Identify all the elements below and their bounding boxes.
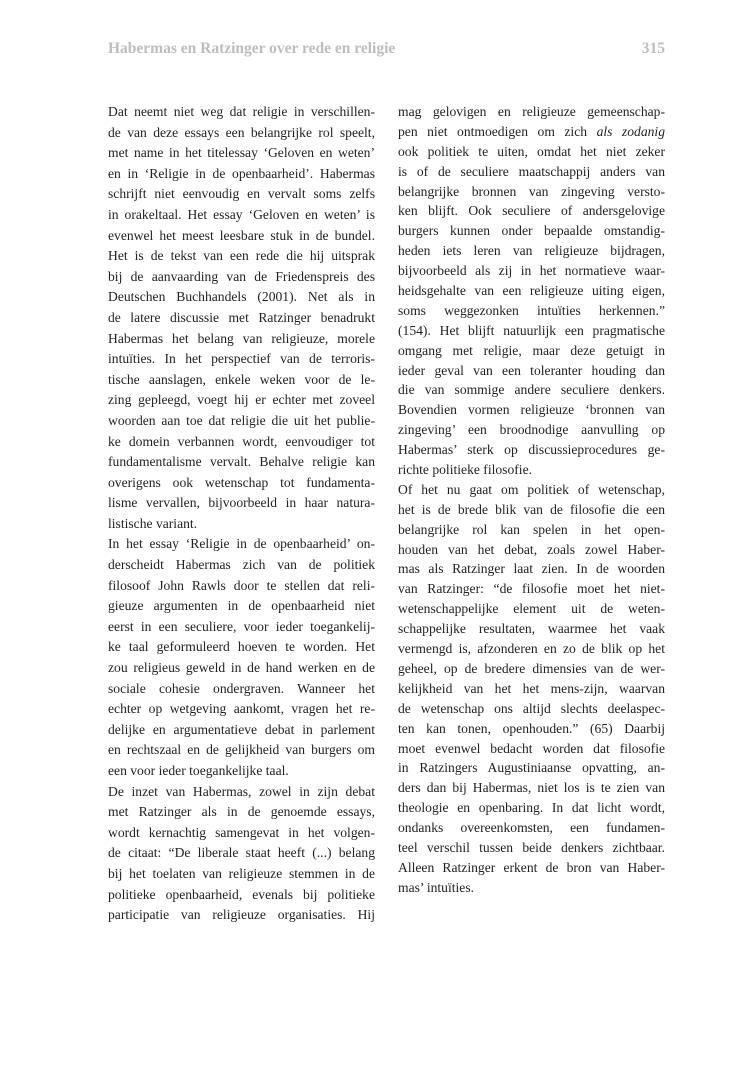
text-line-content: Habermas’ sterk op discussieprocedures ge- bbox=[398, 442, 665, 458]
text-line-content: de citaat: “De liberale staat heeft (...) belang bbox=[108, 845, 375, 861]
text-line-content: bijvoorbeeld als zij in het normatieve waar- bbox=[398, 263, 665, 279]
text-line bbox=[398, 162, 665, 182]
text-line bbox=[108, 576, 375, 597]
text-line-content: Het is de tekst van een rede die hij uitsprak bbox=[108, 248, 375, 264]
text-line bbox=[398, 878, 665, 898]
text-line bbox=[108, 637, 375, 658]
text-line-content: derscheidt Habermas zich van de politiek bbox=[108, 557, 375, 573]
text-line bbox=[398, 102, 665, 122]
text-line bbox=[108, 679, 375, 700]
text-line bbox=[108, 802, 375, 823]
text-line bbox=[108, 452, 375, 473]
text-line-content: moet evenwel bedacht worden dat filosofie bbox=[398, 740, 665, 756]
text-line bbox=[108, 782, 375, 803]
text-line bbox=[398, 500, 665, 520]
text-line bbox=[108, 617, 375, 638]
text-line bbox=[108, 720, 375, 741]
text-line bbox=[108, 370, 375, 391]
text-line bbox=[108, 534, 375, 555]
text-line bbox=[108, 699, 375, 720]
text-line-content: In het essay ‘Religie in de openbaarheid’ on- bbox=[108, 536, 375, 552]
text-line-content: filosoof John Rawls door te stellen dat reli- bbox=[108, 577, 375, 593]
text-line-content: sociale cohesie ondergraven. Wanneer het bbox=[108, 680, 375, 696]
text-line-content: wetenschappelijke element uit de weten- bbox=[398, 601, 665, 617]
text-line-content: Habermas het belang van religieuze, morele bbox=[108, 330, 375, 346]
text-line bbox=[108, 473, 375, 494]
text-line-content: ke taal geformuleerd hoeven te worden. Het bbox=[108, 639, 375, 655]
text-line bbox=[398, 361, 665, 381]
text-line bbox=[398, 142, 665, 162]
text-line bbox=[398, 221, 665, 241]
text-line bbox=[398, 480, 665, 500]
text-line bbox=[398, 699, 665, 719]
text-line-content: De inzet van Habermas, zowel in zijn debat bbox=[108, 783, 375, 799]
text-line-content: echter op wetgeving aankomt, vragen het re- bbox=[108, 701, 375, 717]
text-line-content: ders dan bij Habermas, niet los is te zien van bbox=[398, 780, 665, 796]
text-line bbox=[108, 184, 375, 205]
text-line bbox=[398, 739, 665, 759]
text-line-content: ken blijft. Ook seculiere of andersgelovige bbox=[398, 203, 665, 219]
text-line-content: schrijft niet eenvoudig en vervalt soms zelfs bbox=[108, 186, 375, 202]
text-line-content: met name in het titelessay ‘Geloven en weten’ bbox=[108, 145, 375, 161]
text-line bbox=[398, 241, 665, 261]
text-line bbox=[108, 287, 375, 308]
text-line-content: intuïties. In het perspectief van de terroris- bbox=[108, 351, 375, 367]
text-line bbox=[108, 349, 375, 370]
text-line bbox=[108, 390, 375, 411]
text-line bbox=[398, 579, 665, 599]
text-line-content: heden iets leren van religieuze bijdragen, bbox=[398, 243, 665, 259]
text-line bbox=[108, 596, 375, 617]
text-line bbox=[108, 514, 375, 535]
text-line-content: ook politiek te uiten, omdat het niet zeker bbox=[398, 143, 665, 159]
text-line-content: zing gepleegd, voegt hij er echter met zoveel bbox=[108, 392, 375, 408]
text-line-content: belangrijke bronnen van zingeving versto- bbox=[398, 183, 665, 199]
text-line bbox=[398, 619, 665, 639]
text-line-content: belangrijke rol kan spelen in het open- bbox=[398, 521, 665, 537]
text-line-content: participatie van religieuze organisaties. Hij bbox=[108, 907, 375, 923]
text-line bbox=[398, 380, 665, 400]
text-line-content: Alleen Ratzinger erkent de bron van Haber- bbox=[398, 859, 665, 875]
right-text-column bbox=[398, 102, 665, 898]
text-line-content: gieuze argumenten in de openbaarheid niet bbox=[108, 598, 375, 614]
text-line-content: omgang met religie, maar deze getuigt in bbox=[398, 342, 665, 358]
text-line-content: mas’ intuïties. bbox=[398, 879, 475, 895]
left-text-column bbox=[108, 102, 375, 926]
text-line-content: theologie en openbaring. In dat licht wordt, bbox=[398, 800, 665, 816]
text-line-content: die van sommige andere seculiere denkers. bbox=[398, 382, 665, 398]
text-line bbox=[108, 740, 375, 761]
text-line bbox=[398, 599, 665, 619]
text-line-content: ieder geval van een toleranter houding dan bbox=[398, 362, 665, 378]
text-line-content: lisme vervallen, bijvoorbeeld in haar natura- bbox=[108, 495, 375, 511]
text-line bbox=[398, 719, 665, 739]
text-line bbox=[398, 798, 665, 818]
text-line bbox=[398, 301, 665, 321]
text-line bbox=[108, 143, 375, 164]
text-line-content: politieke openbaarheid, evenals bij politieke bbox=[108, 886, 375, 902]
text-line-content: eerst in een seculiere, voor ieder toegankelij- bbox=[108, 618, 375, 634]
text-line-content: is of de seculiere maatschappij anders van bbox=[398, 163, 665, 179]
text-line-content: geheel, op de bredere dimensies van de wer- bbox=[398, 660, 665, 676]
text-line bbox=[398, 778, 665, 798]
text-line-content: het is de brede blik van de filosofie die een bbox=[398, 501, 665, 517]
text-line-content: Dat neemt niet weg dat religie in verschillen- bbox=[108, 104, 375, 119]
text-line bbox=[108, 267, 375, 288]
text-line-content: (154). Het blijft natuurlijk een pragmatische bbox=[398, 322, 665, 338]
text-line-content: tische aanslagen, enkele weken voor de le- bbox=[108, 371, 375, 387]
text-line-content: mas als Ratzinger laat zien. In de woorden bbox=[398, 561, 665, 577]
text-line bbox=[108, 102, 375, 123]
page-number: 315 bbox=[641, 40, 665, 57]
text-line-content: Deutschen Buchhandels (2001). Net als in bbox=[108, 289, 375, 305]
text-line-content: delijke en argumentatieve debat in parlement bbox=[108, 721, 375, 737]
running-header bbox=[108, 40, 665, 62]
text-line bbox=[108, 658, 375, 679]
text-line bbox=[398, 858, 665, 878]
text-line bbox=[398, 122, 665, 142]
text-line bbox=[398, 420, 665, 440]
text-line bbox=[108, 761, 375, 782]
text-line bbox=[398, 321, 665, 341]
text-line bbox=[108, 432, 375, 453]
text-line-content: Bovendien vormen religieuze ‘bronnen van bbox=[398, 402, 665, 418]
text-line-content: schappelijke resultaten, waarmee het vaak bbox=[398, 621, 665, 637]
text-line-content: ondanks overeenkomsten, een fundamen- bbox=[398, 820, 665, 836]
text-line bbox=[108, 205, 375, 226]
text-line-content: heidsgehalte van een religieuze uiting eigen, bbox=[398, 283, 665, 299]
text-line-content: kelijkheid van het het mens-zijn, waarvan bbox=[398, 680, 665, 696]
text-line-content: burgers kunnen onder bepaalde omstandig- bbox=[398, 223, 665, 239]
running-title: Habermas en Ratzinger over rede en religie bbox=[108, 40, 396, 57]
text-line bbox=[398, 679, 665, 699]
text-line bbox=[108, 885, 375, 906]
text-line bbox=[398, 818, 665, 838]
text-line-content: in Ratzingers Augustiniaanse opvatting, an- bbox=[398, 760, 665, 776]
text-line bbox=[108, 555, 375, 576]
text-line bbox=[108, 226, 375, 247]
text-line-content: fundamentalisme vervalt. Behalve religie kan bbox=[108, 454, 375, 470]
text-line-content: teel verschil tussen beide denkers zichtbaar. bbox=[398, 839, 665, 855]
text-line-content: in orakeltaal. Het essay ‘Geloven en weten’ is bbox=[108, 206, 375, 222]
text-line bbox=[398, 182, 665, 202]
text-line-content: overigens ook wetenschap tot fundamenta- bbox=[108, 474, 375, 490]
italic-emphasis: als zodanig bbox=[596, 123, 665, 139]
text-line bbox=[398, 460, 665, 480]
text-line-content: bij het toelaten van religieuze stemmen in de bbox=[108, 865, 375, 881]
text-line bbox=[108, 308, 375, 329]
text-line-content: zou religieus geweld in de hand werken en de bbox=[108, 660, 375, 676]
text-line bbox=[398, 559, 665, 579]
text-line-content: vermengd is, afzonderen en zo de blik op het bbox=[398, 641, 665, 657]
text-line bbox=[398, 659, 665, 679]
text-line bbox=[108, 329, 375, 350]
text-line-content: en rechtszaal en de gelijkheid van burgers om bbox=[108, 742, 375, 758]
text-line-content: evenwel het meest leesbare stuk in de bundel. bbox=[108, 227, 375, 243]
text-line bbox=[108, 123, 375, 144]
text-line bbox=[398, 400, 665, 420]
text-line-content: listische variant. bbox=[108, 515, 198, 531]
text-line-content: soms weggezonken intuïties herkennen.” bbox=[398, 302, 665, 318]
text-line-content: ke domein verbannen wordt, eenvoudiger tot bbox=[108, 433, 375, 449]
text-line bbox=[398, 341, 665, 361]
text-line-content: de wetenschap ons altijd slechts deelaspec- bbox=[398, 700, 665, 716]
text-line-content: richte politieke filosofie. bbox=[398, 462, 533, 478]
text-line bbox=[108, 905, 375, 926]
text-line-content: pen niet ontmoedigen om zich bbox=[398, 123, 597, 139]
text-line-content: de latere discussie met Ratzinger benadrukt bbox=[108, 309, 375, 325]
text-line bbox=[398, 281, 665, 301]
text-line bbox=[398, 540, 665, 560]
text-line-content: met Ratzinger als in de genoemde essays, bbox=[108, 804, 375, 820]
text-line bbox=[108, 411, 375, 432]
text-line-content: Of het nu gaat om politiek of wetenschap, bbox=[398, 481, 665, 497]
text-line bbox=[398, 261, 665, 281]
text-line-content: wordt kernachtig samengevat in het volgen- bbox=[108, 824, 375, 840]
text-line-content: zingeving’ een broodnodige aanvulling op bbox=[398, 422, 665, 438]
text-line bbox=[108, 246, 375, 267]
text-line bbox=[108, 493, 375, 514]
text-line-content: mag gelovigen en religieuze gemeenschap- bbox=[398, 104, 665, 119]
text-line-content: bij de aanvaarding van de Friedenspreis des bbox=[108, 268, 375, 284]
text-line-content: van Ratzinger: “de filosofie moet het niet- bbox=[398, 581, 665, 597]
text-line bbox=[398, 838, 665, 858]
text-line bbox=[398, 201, 665, 221]
text-line bbox=[108, 864, 375, 885]
text-line-content: ten kan tonen, openhouden.” (65) Daarbij bbox=[398, 720, 665, 736]
text-line bbox=[108, 843, 375, 864]
text-line bbox=[398, 520, 665, 540]
text-line bbox=[108, 164, 375, 185]
text-line-content: een voor ieder toegankelijke taal. bbox=[108, 763, 289, 778]
text-line-content: de van deze essays een belangrijke rol speelt, bbox=[108, 124, 375, 140]
text-line bbox=[398, 758, 665, 778]
text-line bbox=[108, 823, 375, 844]
text-line-content: woorden aan toe dat religie die uit het publie- bbox=[108, 412, 375, 428]
text-line-content: en in ‘Religie in de openbaarheid’. Habermas bbox=[108, 165, 375, 181]
text-line bbox=[398, 440, 665, 460]
text-line-content: houden van het debat, zoals zowel Haber- bbox=[398, 541, 665, 557]
text-line bbox=[398, 639, 665, 659]
